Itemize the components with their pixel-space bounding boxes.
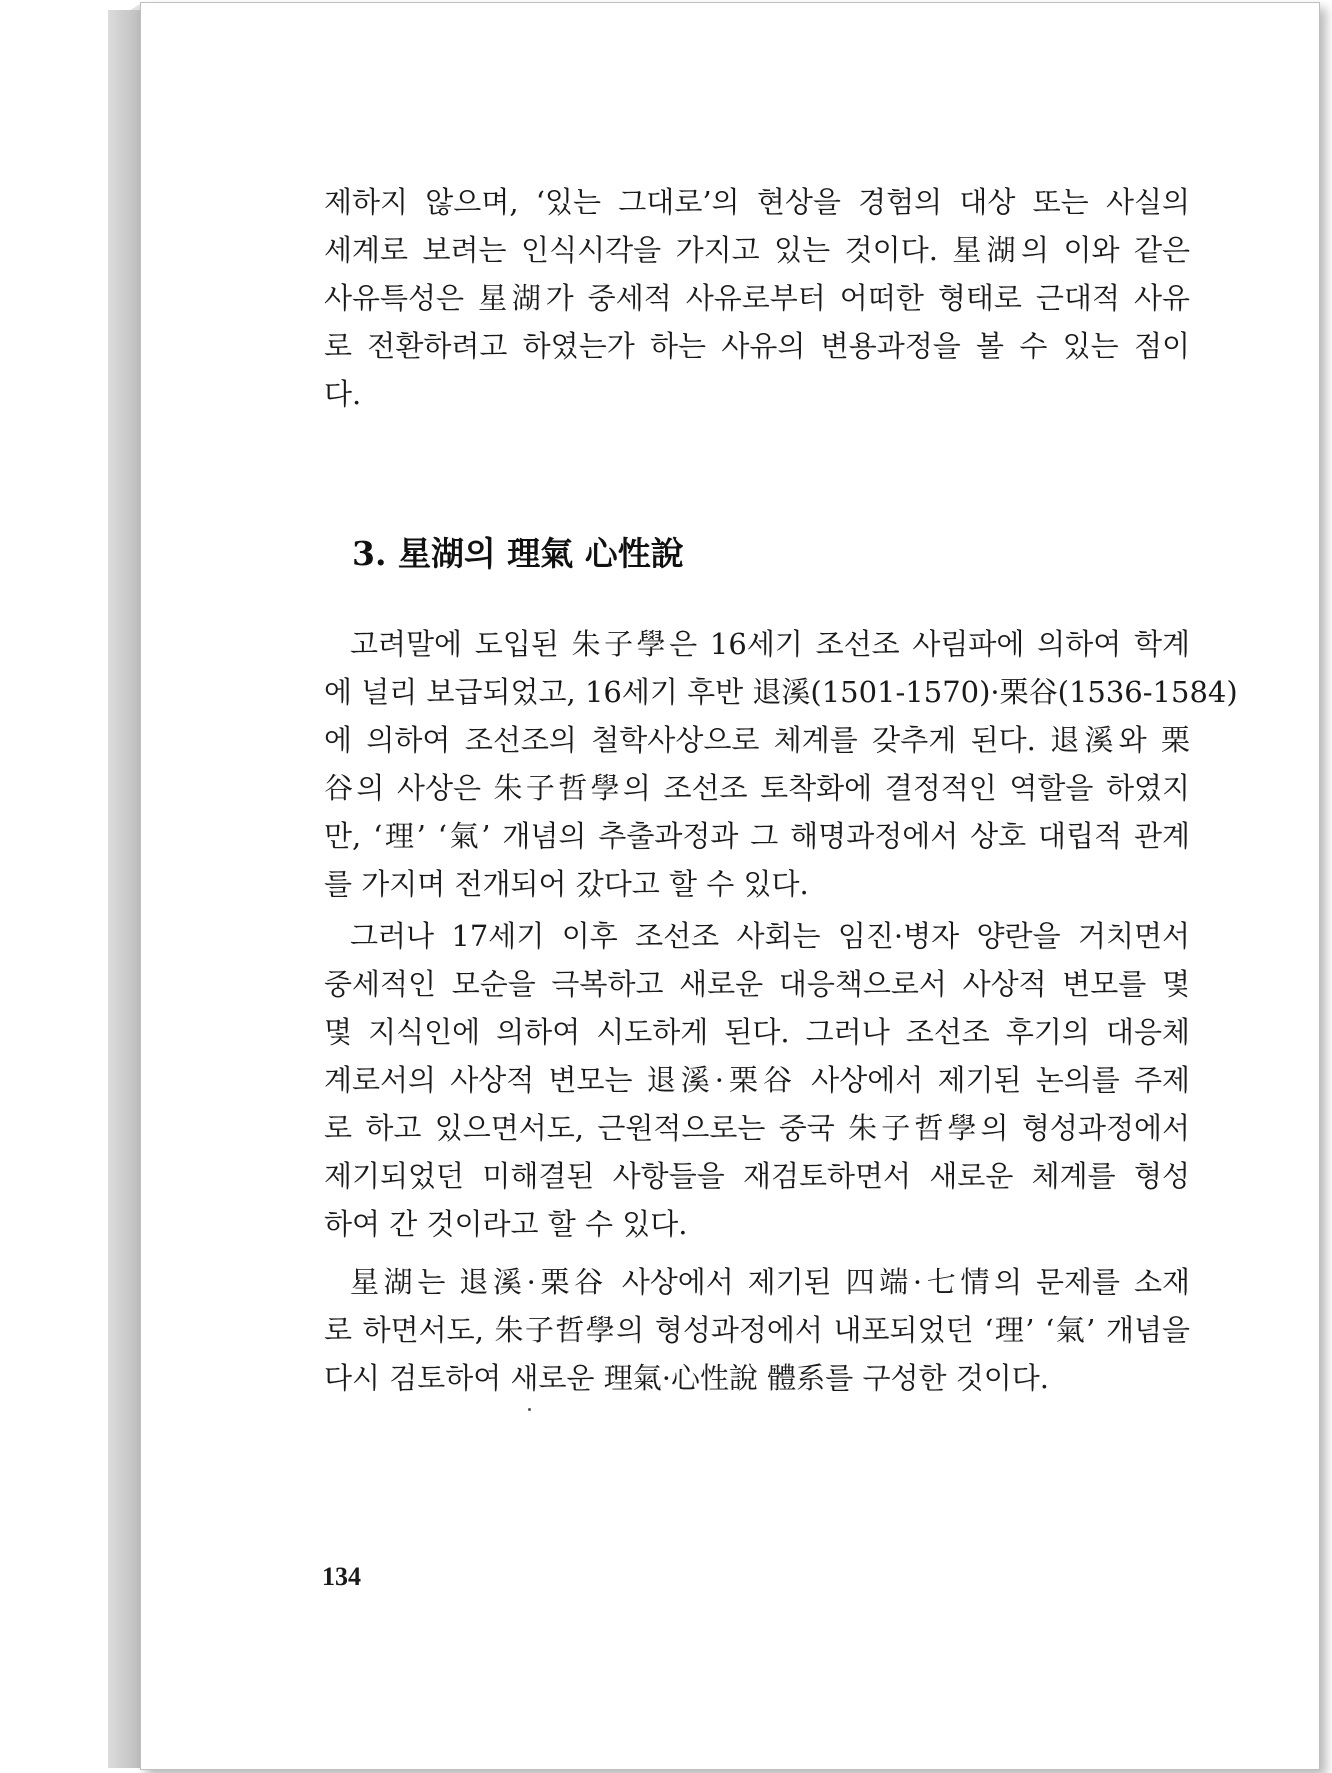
section-heading: 3. 星湖의 理氣 心性說 (352, 534, 684, 573)
text-line: 를 가지며 전개되어 갔다고 할 수 있다. (324, 867, 809, 901)
text-line: 고려말에 도입된 朱子學은 16세기 조선조 사림파에 의하여 학계 (350, 627, 1190, 661)
text-line: 사유특성은 星湖가 중세적 사유로부터 어떠한 형태로 근대적 사유 (324, 281, 1190, 315)
text-line: 星湖는 退溪·栗谷 사상에서 제기된 四端·七情의 문제를 소재 (350, 1265, 1190, 1299)
text-line: 제기되었던 미해결된 사항들을 재검토하면서 새로운 체계를 형성 (324, 1159, 1190, 1193)
text-line: 만, ‘理’ ‘氣’ 개념의 추출과정과 그 해명과정에서 상호 대립적 관계 (324, 819, 1190, 853)
text-line: 몇 지식인에 의하여 시도하게 된다. 그러나 조선조 후기의 대응체 (324, 1015, 1190, 1049)
text-line: 다. (324, 377, 362, 411)
body-paragraph-3 (324, 1258, 1190, 1402)
body-paragraph-1 (324, 620, 1238, 908)
text-line: 계로서의 사상적 변모는 退溪·栗谷 사상에서 제기된 논의를 주제 (324, 1063, 1190, 1097)
intro-paragraph (324, 178, 1190, 418)
page-number: 134 (322, 1562, 361, 1591)
text-line: 로 하고 있으면서도, 근원적으로는 중국 朱子哲學의 형성과정에서 (324, 1111, 1190, 1145)
text-line: 로 하면서도, 朱子哲學의 형성과정에서 내포되었던 ‘理’ ‘氣’ 개념을 (324, 1313, 1190, 1347)
print-speck (528, 1408, 531, 1411)
book-spine (108, 10, 142, 1768)
text-line: 그러나 17세기 이후 조선조 사회는 임진·병자 양란을 거치면서 (350, 919, 1190, 953)
text-line: 谷의 사상은 朱子哲學의 조선조 토착화에 결정적인 역할을 하였지 (324, 771, 1190, 805)
text-line: 중세적인 모순을 극복하고 새로운 대응책으로서 사상적 변모를 몇 (324, 967, 1190, 1001)
body-paragraph-2 (324, 912, 1190, 1248)
text-line: 하여 간 것이라고 할 수 있다. (324, 1207, 688, 1241)
text-line: 로 전환하려고 하였는가 하는 사유의 변용과정을 볼 수 있는 점이 (324, 329, 1190, 363)
text-line: 다시 검토하여 새로운 理氣·心性說 體系를 구성한 것이다. (324, 1361, 1049, 1395)
text-line: 에 의하여 조선조의 철학사상으로 체계를 갖추게 된다. 退溪와 栗 (324, 723, 1190, 757)
text-line: 에 널리 보급되었고, 16세기 후반 退溪(1501-1570)·栗谷(1536-1584) (324, 675, 1238, 709)
text-line: 제하지 않으며, ‘있는 그대로’의 현상을 경험의 대상 또는 사실의 (324, 185, 1190, 219)
text-line: 세계로 보려는 인식시각을 가지고 있는 것이다. 星湖의 이와 같은 (324, 233, 1190, 267)
